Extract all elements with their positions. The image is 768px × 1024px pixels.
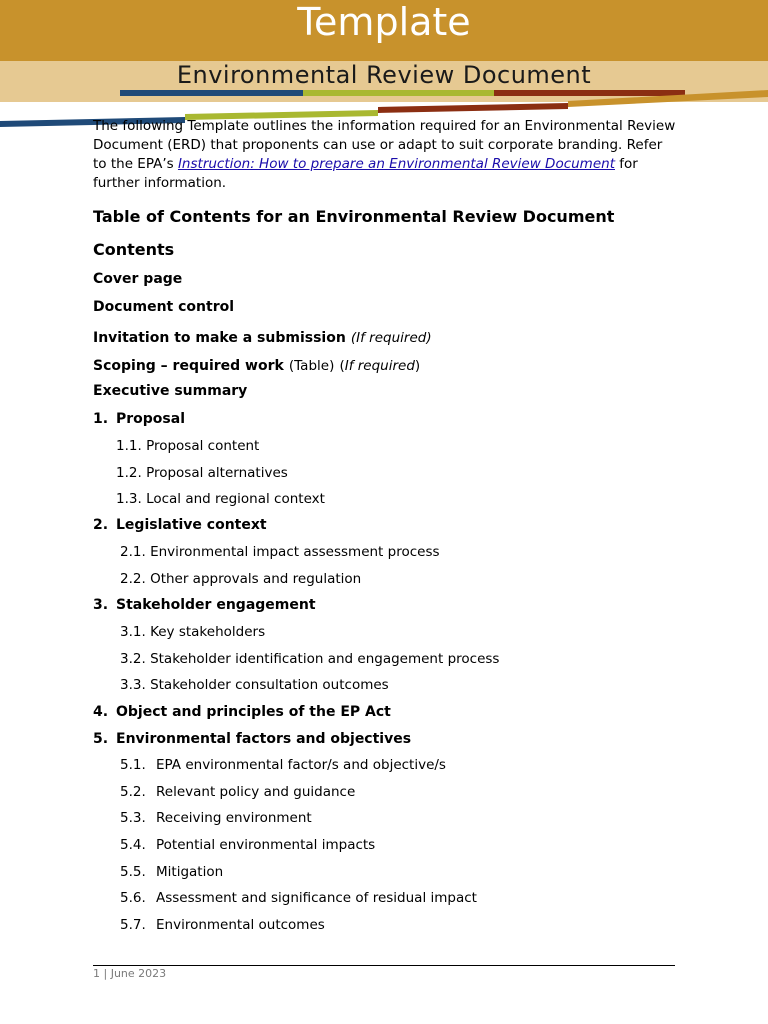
toc-invitation[interactable]	[93, 327, 432, 346]
item-number: 3.1.	[120, 624, 146, 640]
stripe-navy-top	[120, 90, 303, 96]
item-label: Proposal alternatives	[146, 465, 288, 481]
item-label: Proposal content	[146, 438, 260, 454]
toc-item-3-3[interactable]	[120, 677, 389, 693]
scoping-table: (Table)	[288, 358, 335, 374]
invitation-note: (If required)	[350, 330, 432, 346]
footer-divider	[93, 965, 675, 966]
intro-text-end: for further information.	[93, 156, 638, 191]
item-number: 2.2.	[120, 571, 146, 587]
item-number: 5.2.	[120, 784, 146, 800]
section-number: 1.	[93, 411, 109, 427]
item-label: Potential environmental impacts	[156, 837, 376, 853]
section-number: 3.	[93, 597, 109, 613]
toc-item-3-2[interactable]	[120, 651, 499, 667]
section-number: 5.	[93, 731, 109, 747]
scoping-label: Scoping – required work	[93, 358, 284, 374]
toc-item-1-2[interactable]	[116, 465, 288, 481]
toc-item-5-1[interactable]	[120, 757, 446, 773]
item-number: 5.5.	[120, 864, 146, 880]
item-number: 5.4.	[120, 837, 146, 853]
toc-heading: Table of Contents for an Environmental Review Document	[93, 207, 615, 226]
toc-item-5-3[interactable]	[120, 810, 312, 826]
toc-scoping[interactable]	[93, 355, 420, 374]
section-title: Environmental factors and objectives	[116, 731, 412, 747]
page-number: 1	[93, 967, 100, 980]
item-label: Environmental impact assessment process	[150, 544, 440, 560]
item-number: 5.3.	[120, 810, 146, 826]
item-label: Environmental outcomes	[156, 917, 325, 933]
item-label: Assessment and significance of residual impact	[156, 890, 477, 906]
item-number: 1.2.	[116, 465, 142, 481]
section-number: 2.	[93, 517, 109, 533]
toc-section-2[interactable]	[93, 517, 267, 533]
item-label: Local and regional context	[146, 491, 325, 507]
toc-section-3[interactable]	[93, 597, 316, 613]
section-title: Proposal	[116, 411, 186, 427]
stripe-lime-top	[303, 90, 494, 96]
toc-item-5-4[interactable]	[120, 837, 375, 853]
scoping-note: If required	[344, 358, 415, 374]
item-label: Receiving environment	[156, 810, 312, 826]
item-label: Other approvals and regulation	[150, 571, 362, 587]
item-number: 1.3.	[116, 491, 142, 507]
item-label: Key stakeholders	[150, 624, 266, 640]
scoping-paren-open: (	[339, 358, 345, 374]
toc-item-5-5[interactable]	[120, 864, 223, 880]
invitation-label: Invitation to make a submission	[93, 330, 346, 346]
toc-item-3-1[interactable]	[120, 624, 265, 640]
page-subtitle: Environmental Review Document	[176, 61, 592, 89]
item-label: Relevant policy and guidance	[156, 784, 356, 800]
item-number: 1.1.	[116, 438, 142, 454]
item-number: 5.6.	[120, 890, 146, 906]
toc-item-5-6[interactable]	[120, 890, 477, 906]
toc-item-5-2[interactable]	[120, 784, 355, 800]
item-number: 5.7.	[120, 917, 146, 933]
toc-section-4[interactable]	[93, 704, 391, 720]
item-number: 3.2.	[120, 651, 146, 667]
item-label: Stakeholder consultation outcomes	[150, 677, 389, 693]
toc-item-1-3[interactable]	[116, 491, 325, 507]
toc-section-1[interactable]	[93, 411, 185, 427]
intro-paragraph	[93, 117, 678, 193]
toc-document-control[interactable]: Document control	[93, 299, 235, 315]
item-number: 5.1.	[120, 757, 146, 773]
section-number: 4.	[93, 704, 109, 720]
toc-cover-page[interactable]: Cover page	[93, 271, 183, 287]
footer-date: June 2023	[110, 967, 167, 980]
scoping-paren-close: )	[414, 358, 421, 374]
stripe-rust-top	[494, 90, 685, 96]
item-label: Stakeholder identification and engagement process	[150, 651, 500, 667]
item-number: 3.3.	[120, 677, 146, 693]
item-number: 2.1.	[120, 544, 146, 560]
item-label: Mitigation	[156, 864, 224, 880]
intro-text: The following Template outlines the information required for an Environmental Review Document (ERD) that proponents can use or adapt to suit corporate branding. Refer to the EPA’s	[93, 118, 676, 172]
section-title: Stakeholder engagement	[116, 597, 316, 613]
footer-separator: |	[103, 967, 108, 980]
toc-item-1-1[interactable]	[116, 438, 259, 454]
toc-section-5[interactable]	[93, 731, 411, 747]
contents-heading: Contents	[93, 240, 175, 259]
toc-executive-summary[interactable]: Executive summary	[93, 383, 248, 399]
item-label: EPA environmental factor/s and objective/s	[156, 757, 446, 773]
stripe-rust-mid	[378, 103, 568, 113]
footer	[93, 967, 166, 980]
section-title: Object and principles of the EP Act	[116, 704, 391, 720]
instruction-link[interactable]: Instruction: How to prepare an Environmental Review Document	[177, 156, 615, 172]
toc-item-2-1[interactable]	[120, 544, 440, 560]
toc-item-2-2[interactable]	[120, 571, 361, 587]
toc-item-5-7[interactable]	[120, 917, 325, 933]
page-title: Template	[297, 0, 471, 44]
section-title: Legislative context	[116, 517, 267, 533]
